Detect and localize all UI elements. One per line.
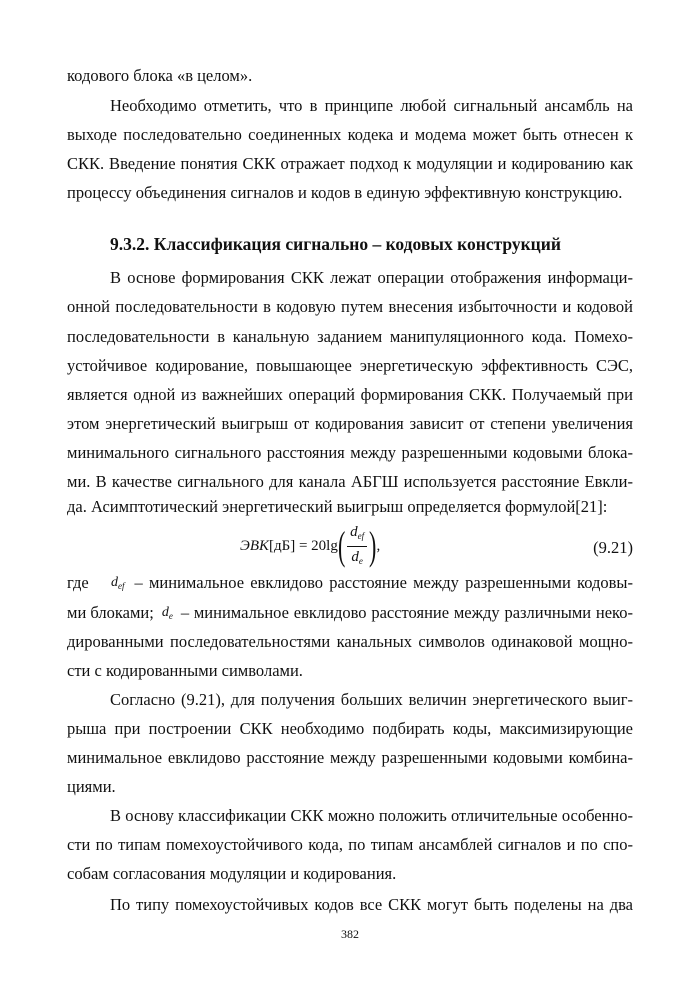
text-line: онной последовательности в кодовую путем внесения избыточности и кодовой: [67, 297, 633, 316]
text-line: циями.: [67, 777, 116, 796]
where-line-1: [67, 573, 633, 596]
equation-number: (9.21): [593, 538, 633, 557]
text-line: Согласно (9.21), для получения больших величин энергетического выиг-: [110, 690, 633, 709]
text-line: последовательности в канальную заданием манипуляционного кода. Помехо-: [67, 327, 633, 346]
fraction-denominator: $d_e$: [351, 548, 363, 566]
text-line: да. Асимптотический энергетический выигрыш определяется формулой[21]:: [67, 497, 608, 516]
where-line-2: [67, 603, 633, 626]
fraction-numerator: $d_{ef}$: [347, 523, 367, 547]
text-line: В основе формирования СКК лежат операции отображения информаци-: [110, 268, 633, 287]
text-line: собам согласования модуляции и кодирования.: [67, 864, 397, 883]
where-text: ми блоками;: [67, 603, 154, 622]
formula-lhs: ЭВК: [240, 537, 269, 554]
text-line: СКК. Введение понятия СКК отражает подход к модуляции и кодированию как: [67, 154, 633, 173]
text-line: является одной из важнейших операций формирования СКК. Получаемый при: [67, 385, 633, 404]
formula-9-21: [240, 524, 380, 568]
formula-tail: ,: [376, 537, 381, 554]
section-heading: 9.3.2. Классификация сигнально – кодовых конструкций: [110, 234, 561, 254]
text-line: Необходимо отметить, что в принципе любой сигнальный ансамбль на: [110, 96, 633, 115]
formula-eq: = 20lg: [295, 537, 338, 554]
where-text: – минимальное евклидово расстояние между различными неко-: [180, 603, 633, 622]
text-line: сти с кодированными символами.: [67, 661, 303, 680]
text-line: ми. В качестве сигнального для канала АБГШ используется расстояние Евкли-: [67, 472, 633, 491]
text-line: минимального сигнального расстояния между разрешенными кодовыми блока-: [67, 443, 633, 462]
text-line: этом энергетический выигрыш от кодирования зависит от степени увеличения: [67, 414, 633, 433]
text-line: минимальное евклидово расстояние между разрешенными кодовыми комбина-: [67, 748, 633, 767]
text-line: По типу помехоустойчивых кодов все СКК могут быть поделены на два: [110, 895, 633, 914]
text-line: устойчивое кодирование, повышающее энергетическую эффективность СЭС,: [67, 356, 633, 375]
page-number: 382: [341, 927, 359, 941]
text-line: дированными последовательностями канальных символов одинаковой мощно-: [67, 632, 633, 651]
text-line: выходе последовательно соединенных кодека и модема может быть отнесен к: [67, 125, 633, 144]
formula-fraction: [347, 523, 367, 570]
text-line: сти по типам помехоустойчивого кода, по типам ансамблей сигналов и по спо-: [67, 835, 633, 854]
symbol-d-ef: $d_{ef}$: [111, 575, 125, 591]
text-line: В основу классификации СКК можно положить отличительные особенно-: [110, 806, 633, 825]
where-prefix: где: [67, 573, 89, 592]
text-line: рыша при построении СКК необходимо подбирать коды, максимизирующие: [67, 719, 633, 738]
left-paren-glyph: (: [337, 523, 346, 568]
text-line: процессу объединения сигналов и кодов в единую эффективную конструкцию.: [67, 183, 623, 202]
text-line: кодового блока «в целом».: [67, 66, 253, 85]
where-text: – минимальное евклидово расстояние между разрешенными кодовы-: [134, 573, 633, 592]
right-paren-glyph: ): [369, 523, 377, 568]
symbol-d-e: $d_e$: [161, 605, 173, 621]
formula-unit: [дБ]: [268, 537, 296, 554]
